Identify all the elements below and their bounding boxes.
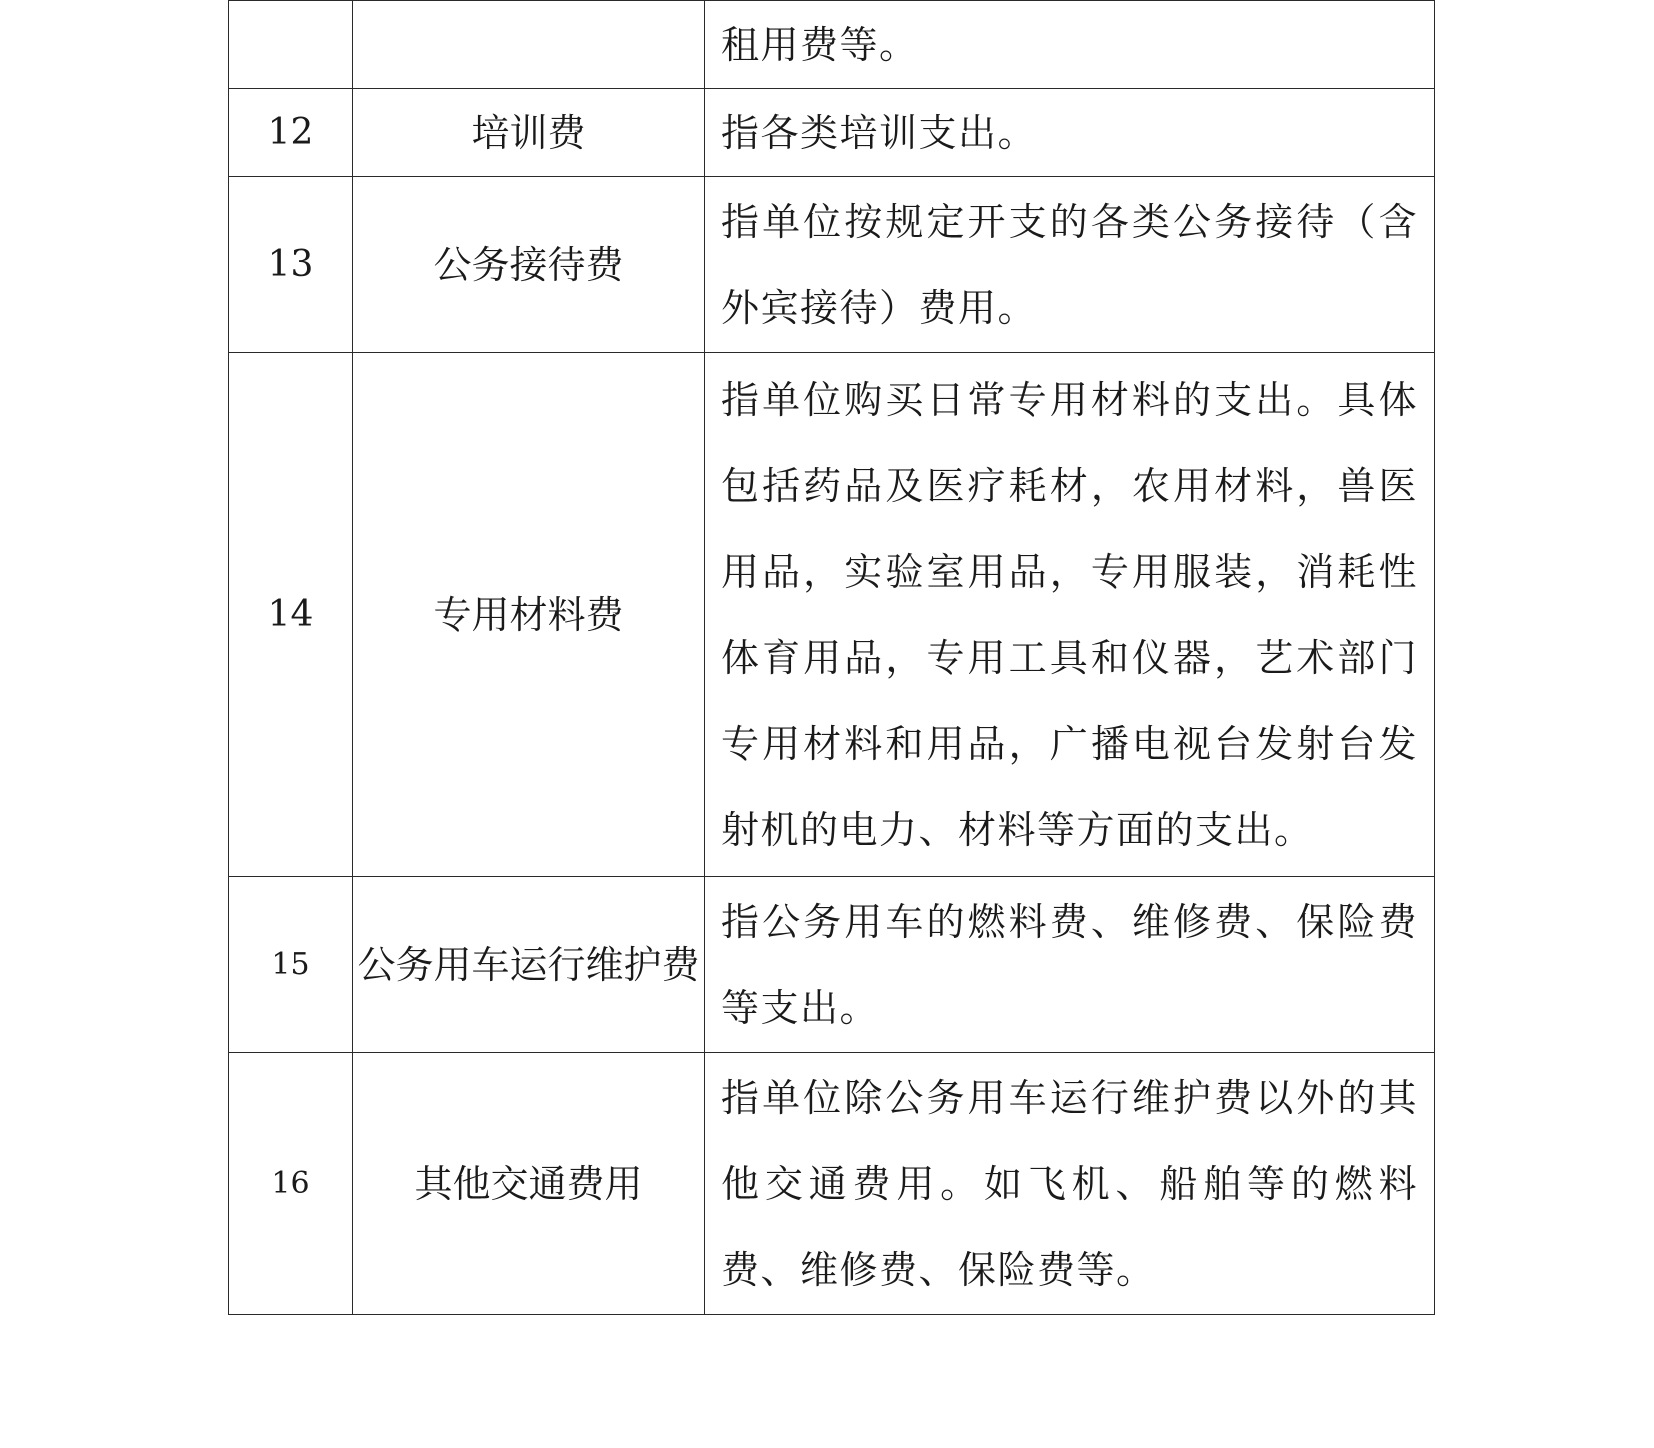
table-row	[229, 353, 1435, 877]
expense-name: 培训费	[353, 89, 705, 177]
row-number: 13	[229, 177, 353, 353]
table-row	[229, 1053, 1435, 1315]
row-number	[229, 1, 353, 89]
table-row	[229, 877, 1435, 1053]
table-row	[229, 177, 1435, 353]
expense-name: 其他交通费用	[353, 1053, 705, 1315]
row-number: 15	[229, 877, 353, 1053]
expense-description: 指单位购买日常专用材料的支出。具体包括药品及医疗耗材，农用材料，兽医用品，实验室用品，专用服装，消耗性体育用品，专用工具和仪器，艺术部门专用材料和用品，广播电视台发射台发射机的电力、材料等方面的支出。	[705, 353, 1435, 877]
expense-name: 公务接待费	[353, 177, 705, 353]
row-number: 16	[229, 1053, 353, 1315]
expense-description: 指单位按规定开支的各类公务接待（含外宾接待）费用。	[705, 177, 1435, 353]
expense-name	[353, 1, 705, 89]
expense-description: 指单位除公务用车运行维护费以外的其他交通费用。如飞机、船舶等的燃料费、维修费、保险费等。	[705, 1053, 1435, 1315]
expense-name: 公务用车运行维护费	[353, 877, 705, 1053]
expense-description: 指各类培训支出。	[705, 89, 1435, 177]
expense-description: 租用费等。	[705, 1, 1435, 89]
table-row	[229, 1, 1435, 89]
expense-table	[228, 0, 1435, 1315]
table-row	[229, 89, 1435, 177]
expense-description: 指公务用车的燃料费、维修费、保险费等支出。	[705, 877, 1435, 1053]
row-number: 12	[229, 89, 353, 177]
row-number: 14	[229, 353, 353, 877]
expense-name: 专用材料费	[353, 353, 705, 877]
